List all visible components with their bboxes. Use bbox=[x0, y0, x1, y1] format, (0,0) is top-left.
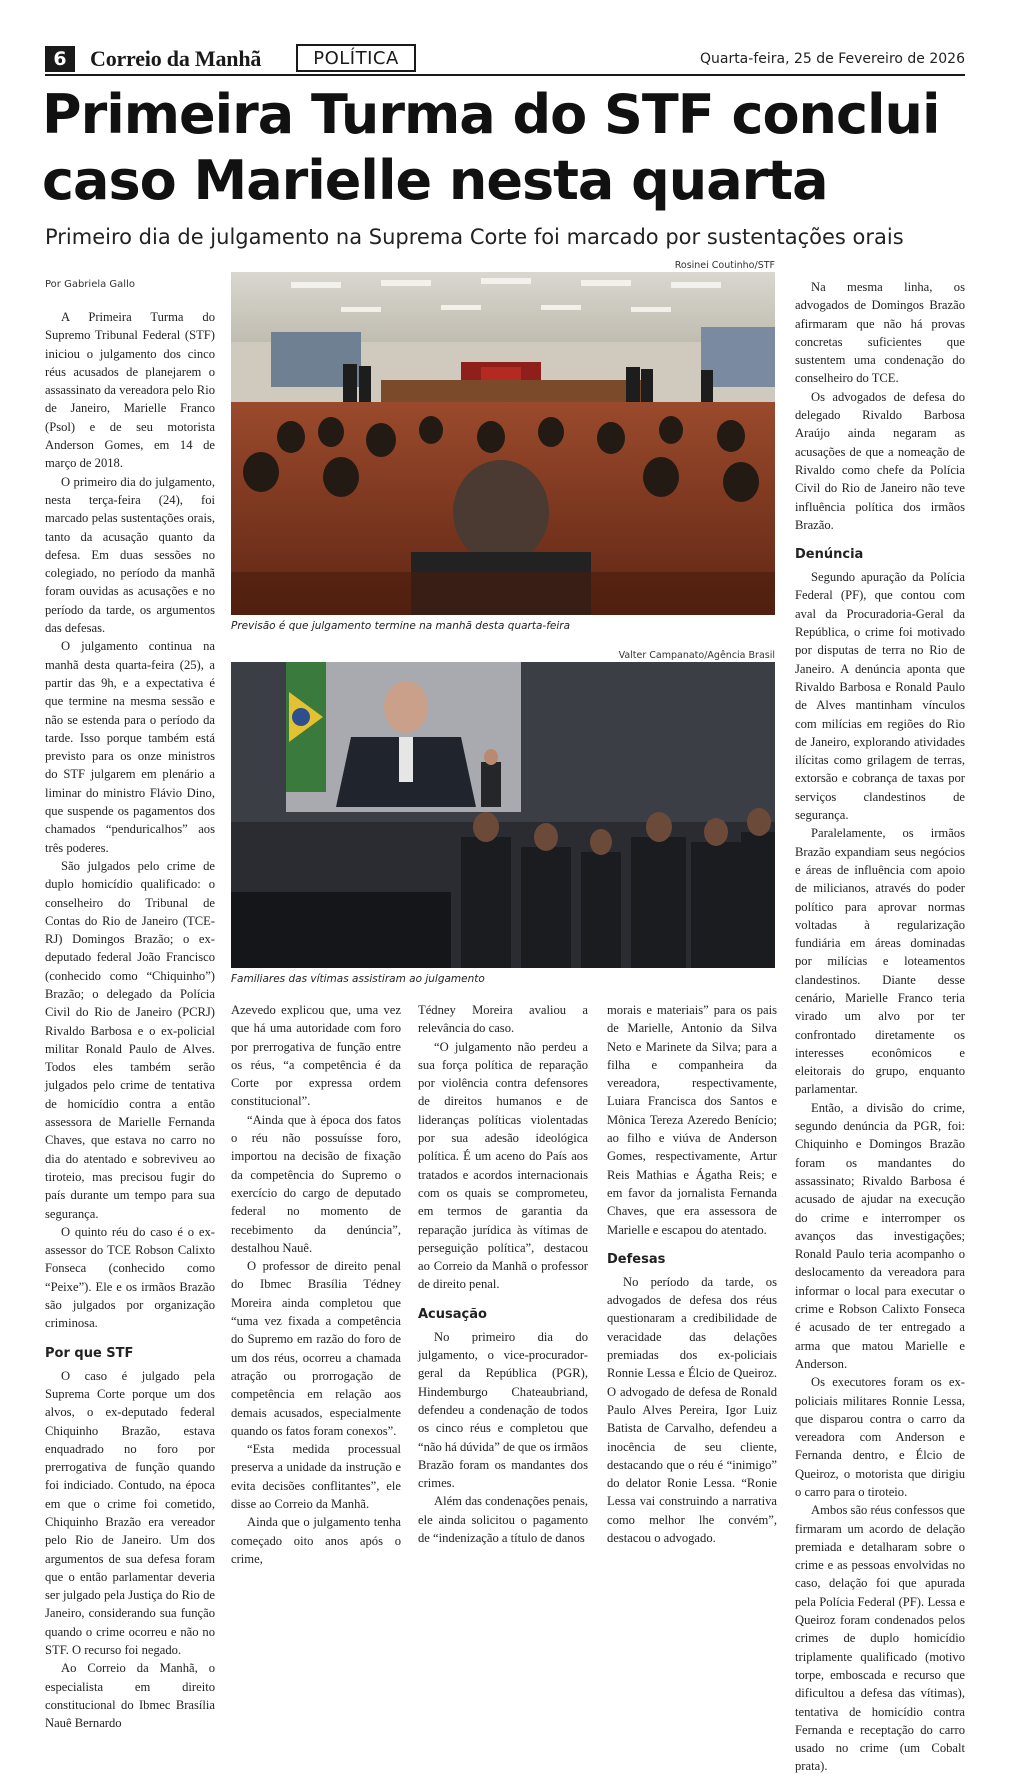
paragraph: Ainda que o julgamento tenha começado oito anos após o crime, bbox=[231, 1515, 401, 1566]
paragraph: Azevedo explicou que, uma vez que há uma autoridade com foro por prerrogativa de função entre os réus, “a competência é da Corte por expressa ordem constitucional”. bbox=[231, 1003, 401, 1109]
paragraph: O primeiro dia do julgamento, nesta terça-feira (24), foi marcado pelas sustentações orais, tanto da acusação quanto da defesa. Em duas sessões no colegiado, no período da manhã foram ouvidas as acusações e no período da tarde, os argumentos das defesas. bbox=[45, 474, 215, 636]
issue-date: Quarta-feira, 25 de Fevereiro de 2026 bbox=[699, 51, 965, 67]
paragraph: Segundo apuração da Polícia Federal (PF), que contou com aval da Procuradoria-Geral da República, o crime foi motivado por disputas de terra no Rio de Janeiro. A denúncia aponta que Rivaldo Barbosa e Ronald Paulo de Alves mantinham vínculos com milícias em regiões do Rio de Janeiro, explorando atividades ilícitas como grilagem de terras, extorsão e cobrança de taxas por serviços clandestinos de segurança. bbox=[795, 570, 965, 823]
subheading: Defesas bbox=[607, 1251, 666, 1267]
paragraph: São julgados pelo crime de duplo homicídio qualificado: o conselheiro do Tribunal de Contas do Rio de Janeiro (TCE-RJ) Domingos Brazão; o ex-deputado federal João Francisco (conhecido como “Chiquinho”) Brazão; o delegado da Polícia Civil do Rio de Janeiro (PCRJ) Rivaldo Barbosa e o ex-policial militar Ronald Paulo de Alves. Todos eles também serão julgados pelo crime de tentativa de homicídio contra a então assessora de Marielle Fernanda Chaves, que estava no carro no dia do atentado e sobreviveu ao tiroteio, mas precisou fugir do país durante um tempo para sua segurança. bbox=[45, 858, 215, 1221]
photo-caption: Previsão é que julgamento termine na manhã desta quarta-feira bbox=[231, 620, 571, 632]
paragraph: “Ainda que à época dos fatos o réu não possuísse foro, importou na decisão de fixação da competência do Supremo o exercício do cargo de deputado federal no momento de recebimento da denúncia”, destalhou Nauê. bbox=[231, 1112, 401, 1255]
paragraph: O quinto réu do caso é o ex-assessor do TCE Robson Calixto Fonseca (conhecido como “Peixe”). Ele e os irmãos Brazão são julgados por organização criminosa. bbox=[45, 1224, 215, 1331]
paragraph: Então, a divisão do crime, segundo denúncia da PGR, foi: Chiquinho e Domingos Brazão foram os mandantes do assassinato; Rivaldo Barbosa é acusado de ajudar na execução do crime e interromper os avanços das investigações; Ronald Paulo teria acompanho o deslocamento da vereadora para informar o local para executar o crime e Robson Calixto Fonseca é acusado de ter entregado a arma que matou Marielle e Anderson. bbox=[795, 1100, 965, 1371]
column-5 bbox=[795, 278, 965, 1776]
paragraph: Ao Correio da Manhã, o especialista em direito constitucional do Ibmec Brasília Nauê Bernardo bbox=[45, 1661, 215, 1731]
header-rule bbox=[45, 74, 965, 76]
column-2 bbox=[231, 1001, 401, 1568]
paragraph: Os advogados de defesa do delegado Rivaldo Barbosa Araújo ainda negaram as acusações de que a nomeação de Rivaldo como chefe da Polícia Civil do Rio de Janeiro não teve influência política dos irmãos Brazão. bbox=[795, 389, 965, 532]
courtroom-photo-image bbox=[231, 272, 775, 615]
paragraph: Além das condenações penais, ele ainda solicitou o pagamento de “indenização a título de danos bbox=[418, 1494, 588, 1546]
subheadline: Primeiro dia de julgamento na Suprema Corte foi marcado por sustentações orais bbox=[45, 225, 904, 249]
photo-credit: Valter Campanato/Agência Brasil bbox=[618, 650, 775, 661]
paragraph: Os executores foram os ex-policiais militares Ronnie Lessa, que disparou contra o carro da vereadora com Anderson e Fernanda dentro, e Élcio de Queiroz, o motorista que dirigiu o carro para o tiroteio. bbox=[795, 1375, 965, 1499]
section-label: POLÍTICA bbox=[296, 44, 416, 72]
paragraph: O professor de direito penal do Ibmec Brasília Tédney Moreira ainda completou que “uma vez fixada a competência do Supremo em razão do foro de um dos réus, ocorreu a chamada atração ou prorrogação de competência em relação aos demais acusados, especialmente quando os fatos foram conexos”. bbox=[231, 1259, 401, 1438]
photo-credit: Rosinei Coutinho/STF bbox=[674, 260, 775, 271]
paragraph: No período da tarde, os advogados de defesa dos réus questionaram a credibilidade de veracidade das delações premiadas dos ex-policiais Ronnie Lessa e Élcio de Queiroz. O advogado de defesa de Ronald Paulo Alves Pereira, Igor Luiz Batista de Carvalho, defendeu a inocência de seu cliente, destacando que o réu é “inimigo” do delator Ronie Lessa. “Ronie Lessa vai construindo a narrativa como melhor lhe convém”, destacou o advogado. bbox=[607, 1274, 777, 1546]
audience-photo-image bbox=[231, 662, 775, 968]
headline: Primeira Turma do STF conclui caso Marielle nesta quarta bbox=[42, 83, 940, 212]
column-4 bbox=[607, 1001, 777, 1547]
paragraph: A Primeira Turma do Supremo Tribunal Federal (STF) iniciou o julgamento dos cinco réus acusados de planejarem o assassinato da vereadora pelo Rio de Janeiro, Marielle Franco (Psol) e de seu motorista Anderson Gomes, em 14 de março de 2018. bbox=[45, 310, 215, 471]
paragraph: Paralelamente, os irmãos Brazão expandiam seus negócios e áreas de influência com apoio de milicianos, através do poder político para aprovar normas voltadas à regularização fundiária em áreas dominadas por milícias e loteamentos clandestinos. Diante desse cenário, Marielle Franco teria virado um alvo por ter confrontado diretamente os interesses econômicos e eleitorais do grupo, enquanto parlamentar. bbox=[795, 826, 965, 1097]
paragraph: “O julgamento não perdeu a sua força política de reparação por violência contra defensores de direitos humanos e de lideranças políticas violentadas por sua adesão ideológica política. É um aceno do País aos tratados e acordos internacionais com os quais se comprometeu, em termos de garantia da reparação jurídica às vítimas de perseguição política”, destacou ao Correio da Manhã o professor de direito penal. bbox=[418, 1039, 588, 1292]
column-1-body bbox=[45, 308, 215, 1733]
audience-photo bbox=[231, 662, 775, 968]
paragraph: Na mesma linha, os advogados de Domingos Brazão afirmaram que não há provas concretas suficientes que sustentem uma condenação do conselheiro do TCE. bbox=[795, 280, 965, 386]
subheading: Acusação bbox=[418, 1306, 487, 1322]
paragraph: Ambos são réus confessos que firmaram um acordo de delação premiada e detalharam sobre o crime e as pessoas envolvidas no caso, delação foi que apurada pela Polícia Federal (PF). Lessa e Queiroz foram condenados pelos crimes de duplo homicídio triplamente qualificado (motivo torpe, emboscada e recurso que dificultou a defesa das vítimas), tentativa de homicídio contra Fernanda e receptação do carro usado no crime (um Cobalt prata). bbox=[795, 1503, 965, 1774]
photo-caption: Familiares das vítimas assistiram ao julgamento bbox=[231, 973, 485, 985]
masthead: Correio da Manhã bbox=[90, 46, 262, 71]
paragraph: O caso é julgado pela Suprema Corte porque um dos alvos, o ex-deputado federal Chiquinho Brazão, estava enquadrado no foro por prerrogativa de função quando foi indiciado. Contudo, na época em que o crime foi cometido, Chiquinho Brazão era vereador pelo Rio de Janeiro. Um dos argumentos de sua defesa foram que o então parlamentar deveria ser julgado pela Justiça do Rio de Janeiro, considerando sua função quando o crime ocorreu e não no STF. O recurso foi negado. bbox=[45, 1368, 215, 1658]
page-number: 6 bbox=[45, 46, 75, 72]
paragraph: No primeiro dia do julgamento, o vice-procurador-geral da República (PGR), Hindemburgo Chateaubriand, defendeu a condenação de todos os cinco réus e completou que “não há dúvida” de que os irmãos Brazão foram os mandantes dos crimes. bbox=[418, 1329, 588, 1491]
subheading: Denúncia bbox=[795, 547, 864, 563]
column-1 bbox=[45, 278, 215, 1733]
column-3 bbox=[418, 1001, 588, 1547]
paragraph: O julgamento continua na manhã desta quarta-feira (25), a partir das 9h, e a expectativa é que termine na mesma sessão e não se estenda para o período da tarde. Isso porque também está previsto para os onze ministros do STF julgarem em plenário a liminar do ministro Flávio Dino, que suspende os pagamentos dos chamados “penduricalhos” aos três poderes. bbox=[45, 639, 215, 855]
paragraph: Tédney Moreira avaliou a relevância do caso. bbox=[418, 1003, 588, 1036]
byline: Por Gabriela Gallo bbox=[45, 279, 135, 290]
photo-1-block bbox=[231, 260, 775, 634]
subheading: Por que STF bbox=[45, 1345, 134, 1361]
courtroom-photo bbox=[231, 272, 775, 615]
photo-2-block bbox=[231, 650, 775, 987]
paragraph: morais e materiais” para os pais de Marielle, Antonio da Silva Neto e Marinete da Silva; para a filha e companheira da vereadora, respectivamente, Luiara Francisca dos Santos e Mônica Tereza Azeredo Benício; ao filho e viúva de Anderson Gomes, respectivamente, Artur Reis Mathias e Ágatha Reis; e em favor da jornalista Fernanda Chaves, que era assessora de Marielle e escapou do atentado. bbox=[607, 1003, 777, 1237]
paragraph: “Esta medida processual preserva a unidade da instrução e evita decisões conflitantes”, ele disse ao Correio da Manhã. bbox=[231, 1442, 401, 1512]
